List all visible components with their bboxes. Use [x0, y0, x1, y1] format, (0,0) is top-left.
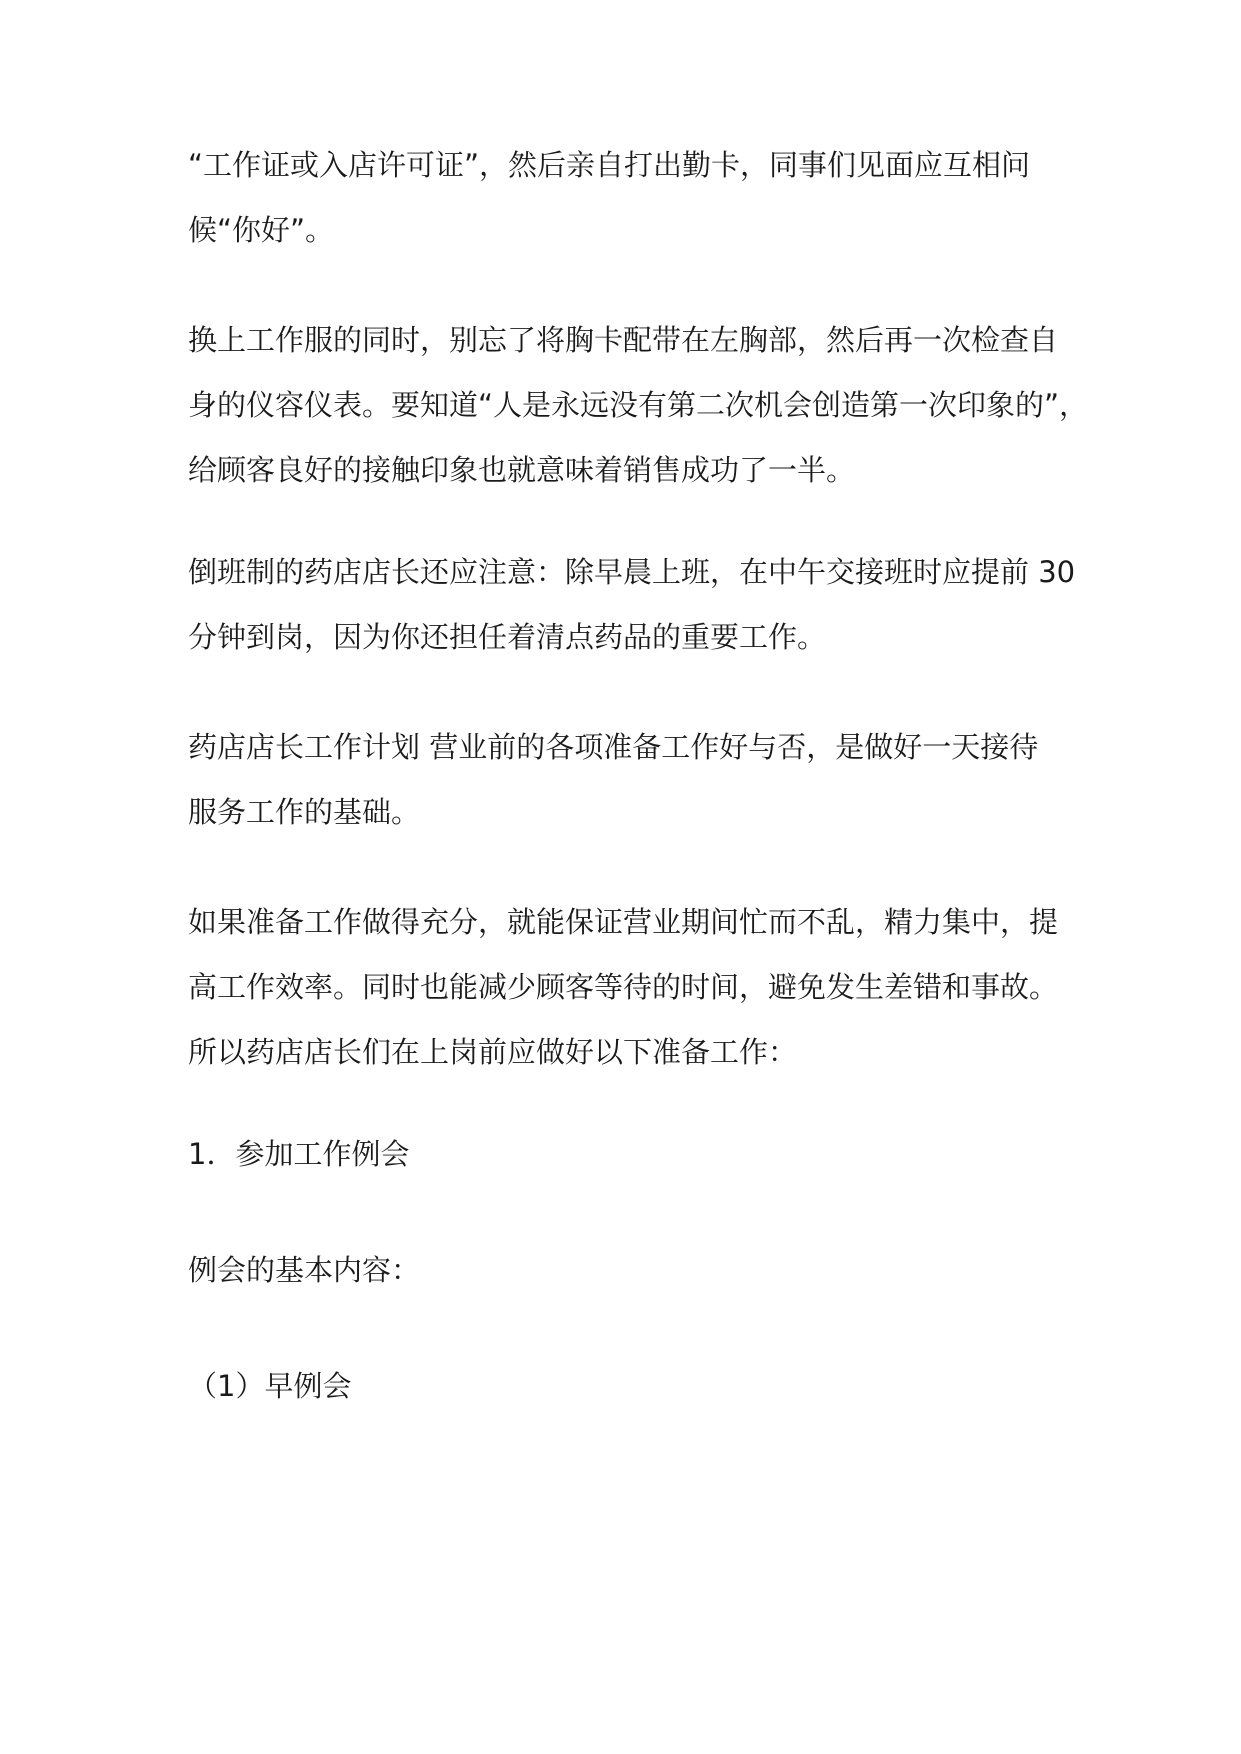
paragraph-shift	[188, 540, 1088, 670]
paragraph-uniform	[188, 308, 1088, 503]
text-line: 高工作效率。同时也能减少顾客等待的时间，避免发生差错和事故。	[188, 970, 1059, 1004]
section-heading-meeting	[188, 1122, 1088, 1187]
text-line: 1．参加工作例会	[188, 1137, 410, 1171]
paragraph-preparation	[188, 890, 1088, 1085]
paragraph-work-plan	[188, 715, 1088, 845]
text-line: 如果准备工作做得充分，就能保证营业期间忙而不乱，精力集中，提	[188, 905, 1059, 939]
paragraph-work-permit	[188, 133, 1088, 263]
subheading-morning-meeting	[188, 1354, 1088, 1419]
text-line: “工作证或入店许可证”，然后亲自打出勤卡，同事们见面应互相问	[188, 148, 1031, 182]
text-line: 身的仪容仪表。要知道“人是永远没有第二次机会创造第一次印象的”，	[188, 388, 1089, 422]
text-line: 换上工作服的同时，别忘了将胸卡配带在左胸部，然后再一次检查自	[188, 323, 1059, 357]
text-line: 服务工作的基础。	[188, 795, 421, 829]
text-line: 所以药店店长们在上岗前应做好以下准备工作：	[188, 1035, 798, 1069]
text-line: 例会的基本内容：	[188, 1253, 421, 1287]
text-line: （1）早例会	[188, 1369, 352, 1403]
text-line: 给顾客良好的接触印象也就意味着销售成功了一半。	[188, 453, 856, 487]
paragraph-meeting-content	[188, 1238, 1088, 1303]
text-line: 倒班制的药店店长还应注意：除早晨上班，在中午交接班时应提前 30	[188, 555, 1076, 589]
text-line: 分钟到岗，因为你还担任着清点药品的重要工作。	[188, 620, 827, 654]
text-line: 药店店长工作计划 营业前的各项准备工作好与否，是做好一天接待	[188, 730, 1039, 764]
text-line: 候“你好”。	[188, 213, 335, 247]
